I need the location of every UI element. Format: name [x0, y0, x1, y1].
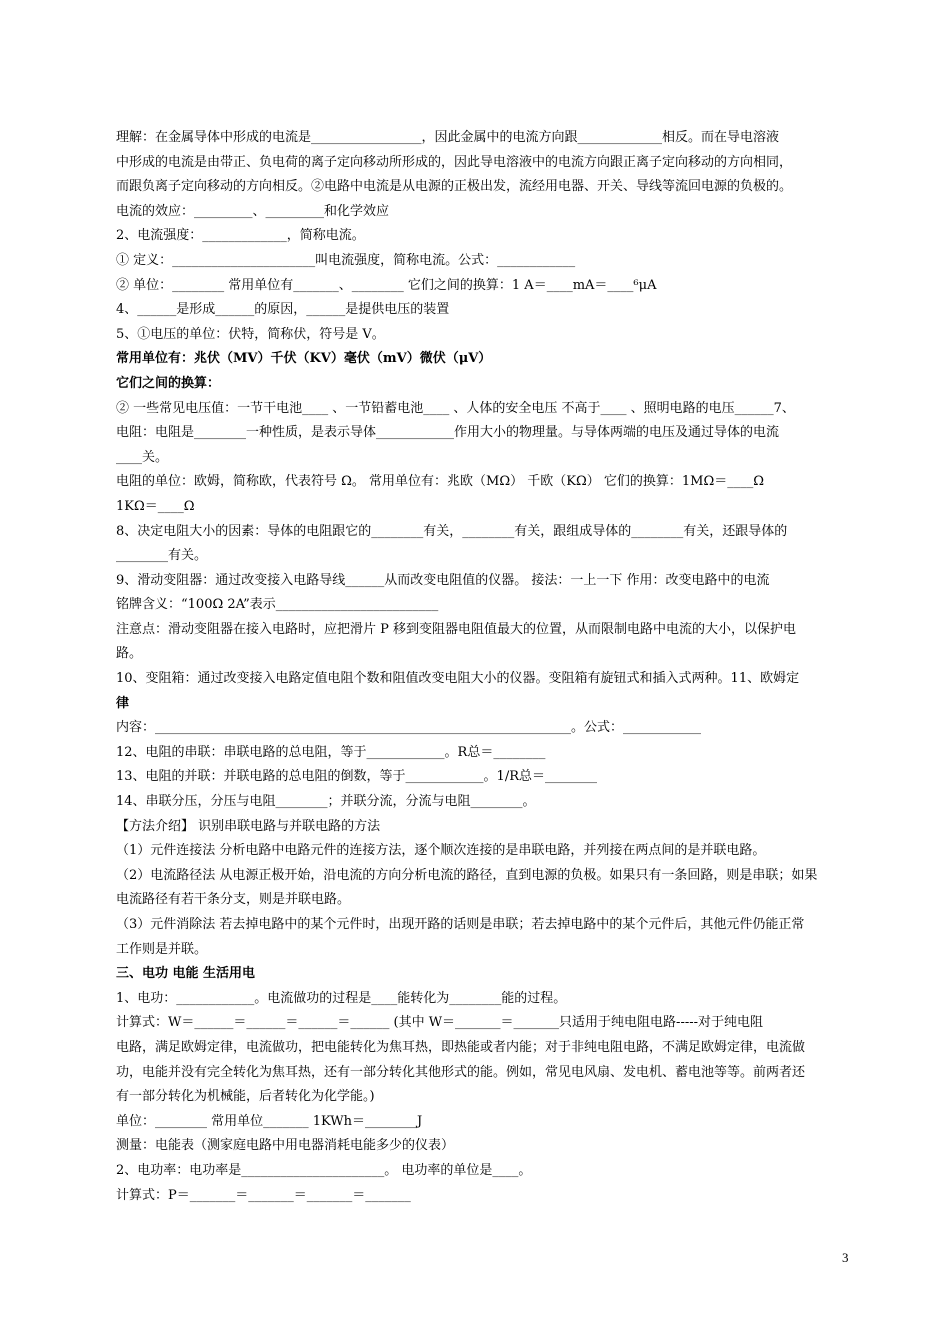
text-line: 10、变阻箱：通过改变接入电路定值电阻个数和阻值改变电阻大小的仪器。变阻箱有旋钮式和插入式两种。11、欧姆定	[116, 671, 800, 687]
text-line: 计算式：P＝_______＝_______＝_______＝_______	[116, 1187, 411, 1203]
text-line: 2、电流强度：_____________，简称电流。	[116, 228, 365, 244]
text-line: 1、电功：____________。电流做功的过程是____能转化为________能的过程。	[116, 990, 567, 1006]
text-line: ________有关。	[116, 548, 208, 564]
text-line: 1KΩ＝____Ω	[116, 498, 195, 514]
text-line: 电阻：电阻是________一种性质，是表示导体____________作用大小的物理量。与导体两端的电压及通过导体的电流	[116, 425, 780, 441]
text-line: （3）元件消除法 若去掉电路中的某个元件时，出现开路的话则是串联；若去掉电路中的某个元件后，其他元件仍能正常	[116, 917, 805, 932]
text-line: 工作则是并联。	[116, 941, 208, 957]
text-line: 律	[116, 695, 130, 711]
text-line: 13、电阻的并联：并联电路的总电阻的倒数，等于____________。1/R总＝________	[116, 769, 597, 785]
text-line: 5、①电压的单位：伏特，简称伏，符号是 V。	[116, 326, 385, 342]
text-line: 测量：电能表（测家庭电路中用电器消耗电能多少的仪表）	[116, 1138, 455, 1154]
text-line: 2、电功率：电功率是______________________。 电功率的单位是____。	[116, 1162, 532, 1178]
text-line: 理解：在金属导体中形成的电流是_________________，因此金属中的电流方向跟_____________相反。而在导电溶液	[116, 130, 780, 145]
text-line: 14、串联分压，分压与电阻________；并联分流，分流与电阻________。	[116, 794, 536, 810]
text-line: ① 定义：______________________叫电流强度，简称电流。公式：____________	[116, 252, 576, 268]
text-line: 4、______是形成______的原因，______是提供电压的装置	[116, 302, 450, 318]
text-line: 内容：________________________________________________________________。公式：____________	[116, 720, 702, 736]
text-line: ② 一些常见电压值：一节干电池____ 、一节铅蓄电池____ 、人体的安全电压 不高于____ 、照明电路的电压______7、	[116, 400, 795, 416]
text-line: 功，电能并没有完全转化为焦耳热，还有一部分转化其他形式的能。例如，常见电风扇、发电机、蓄电池等等。前两者还	[116, 1064, 806, 1080]
text-line: （1）元件连接法 分析电路中电路元件的连接方法，逐个顺次连接的是串联电路，并列接在两点间的是并联电路。	[116, 843, 766, 859]
text-line: 电流路径有若干条分支，则是并联电路。	[116, 892, 351, 908]
text-line: 单位：________ 常用单位_______ 1KWh＝________J	[116, 1113, 423, 1129]
text-line: 【方法介绍】 识别串联电路与并联电路的方法	[116, 818, 381, 834]
text-line: 电流的效应：_________、_________和化学效应	[116, 203, 390, 219]
text-line: 路。	[116, 646, 143, 662]
text-line: 它们之间的换算：	[116, 375, 221, 391]
page-number: 3	[842, 1250, 849, 1265]
text-line: ② 单位：________ 常用单位有_______、________ 它们之间的换算：1 A＝____mA＝____⁶μA	[116, 277, 657, 293]
text-line: 电路，满足欧姆定律，电流做功，把电能转化为焦耳热，即热能或者内能；对于非纯电阻电路，不满足欧姆定律，电流做	[116, 1039, 806, 1055]
document-body	[116, 126, 851, 1208]
text-line: 中形成的电流是由带正、负电荷的离子定向移动所形成的，因此导电溶液中的电流方向跟正离子定向移动的方向相同，	[116, 154, 793, 170]
text-line: 电阻的单位：欧姆，简称欧，代表符号 Ω。 常用单位有：兆欧（MΩ） 千欧（KΩ） 它们的换算：1MΩ＝____Ω	[116, 474, 765, 490]
text-line: 计算式：W＝______＝______＝______＝______ (其中 W＝_______＝_______只适用于纯电阻电路-----对于纯电阻	[116, 1015, 764, 1031]
text-line: 有一部分转化为机械能，后者转化为化学能。)	[116, 1089, 375, 1105]
text-line: 8、决定电阻大小的因素：导体的电阻跟它的________有关，________有关，跟组成导体的________有关，还跟导体的	[116, 523, 788, 539]
text-line: 9、滑动变阻器：通过改变接入电路导线______从而改变电阻值的仪器。 接法：一上一下 作用：改变电路中的电流	[116, 572, 770, 588]
text-line: ____关。	[116, 449, 169, 465]
text-line: 常用单位有：兆伏（MV）千伏（KV）毫伏（mV）微伏（μV）	[116, 351, 492, 367]
text-line: 三、电功 电能 生活用电	[116, 966, 256, 982]
text-line: 铭牌含义：“100Ω 2A”表示_________________________	[116, 597, 439, 613]
text-line: 注意点：滑动变阻器在接入电路时，应把滑片 P 移到变阻器电阻值最大的位置，从而限制电路中电流的大小，以保护电	[116, 621, 797, 637]
text-line: 12、电阻的串联：串联电路的总电阻，等于____________。R总＝________	[116, 744, 546, 760]
text-line: 而跟负离子定向移动的方向相反。②电路中电流是从电源的正极出发，流经用电器、开关、导线等流回电源的负极的。	[116, 179, 793, 195]
text-line: （2）电流路径法 从电源正极开始，沿电流的方向分析电流的路径，直到电源的负极。如果只有一条回路，则是串联；如果	[116, 867, 818, 883]
